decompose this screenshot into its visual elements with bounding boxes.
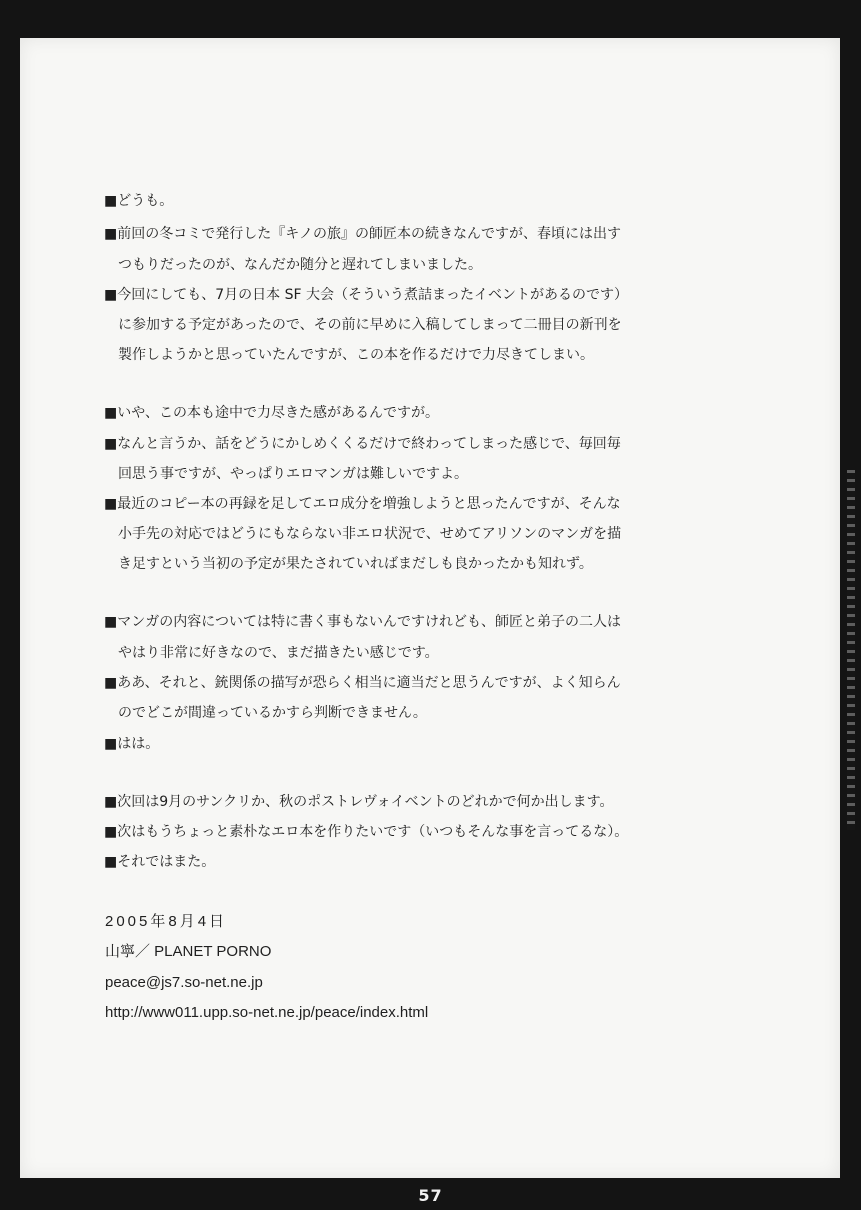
footer-email: peace@js7.so-net.ne.jp — [105, 974, 263, 991]
afterword-line: のでどこが間違っているかすら判断できません。 — [104, 705, 427, 721]
afterword-line: ■前回の冬コミで発行した『キノの旅』の師匠本の続きなんですが、春頃には出す — [104, 226, 621, 242]
scan-edge-artifact — [847, 470, 855, 830]
afterword-line: ■ああ、それと、銃関係の描写が恐らく相当に適当だと思うんですが、よく知らん — [104, 675, 621, 691]
afterword-line: に参加する予定があったので、その前に早めに入稿してしまって二冊目の新刊を — [104, 317, 622, 333]
footer-url: http://www011.upp.so-net.ne.jp/peace/index.html — [105, 1004, 429, 1021]
afterword-line: ■いや、この本も途中で力尽きた感があるんですが。 — [104, 405, 439, 421]
afterword-line: ■なんと言うか、話をどうにかしめくくるだけで終わってしまった感じで、毎回毎 — [104, 436, 621, 452]
afterword-line: ■次はもうちょっと素朴なエロ本を作りたいです（いつもそんな事を言ってるな）。 — [104, 824, 629, 840]
afterword-line: やはり非常に好きなので、まだ描きたい感じです。 — [104, 645, 439, 661]
page-number: 57 — [418, 1186, 443, 1205]
footer-date: 2005年8月4日 — [105, 913, 228, 930]
afterword-line: ■それではまた。 — [104, 854, 216, 870]
afterword-line: ■どうも。 — [104, 193, 174, 209]
afterword-line: ■マンガの内容については特に書く事もないんですけれども、師匠と弟子の二人は — [104, 614, 621, 630]
afterword-line: 小手先の対応ではどうにもならない非エロ状況で、せめてアリソンのマンガを描 — [104, 526, 622, 542]
afterword-line: ■次回は9月のサンクリか、秋のポストレヴォイベントのどれかで何か出します。 — [104, 794, 614, 810]
afterword-line: 回思う事ですが、やっぱりエロマンガは難しいですよ。 — [104, 466, 468, 482]
afterword-line: つもりだったのが、なんだか随分と遅れてしまいました。 — [104, 257, 482, 273]
afterword-line: ■はは。 — [104, 736, 160, 752]
footer-author: 山寧／ PLANET PORNO — [105, 943, 272, 960]
afterword-line: ■最近のコピー本の再録を足してエロ成分を増強しようと思ったんですが、そんな — [104, 496, 621, 512]
afterword-line: 製作しようかと思っていたんですが、この本を作るだけで力尽きてしまい。 — [104, 347, 594, 363]
afterword-line: ■今回にしても、7月の日本 SF 大会（そういう煮詰まったイベントがあるのです） — [104, 287, 628, 303]
afterword-line: き足すという当初の予定が果たされていればまだしも良かったかも知れず。 — [104, 556, 593, 572]
